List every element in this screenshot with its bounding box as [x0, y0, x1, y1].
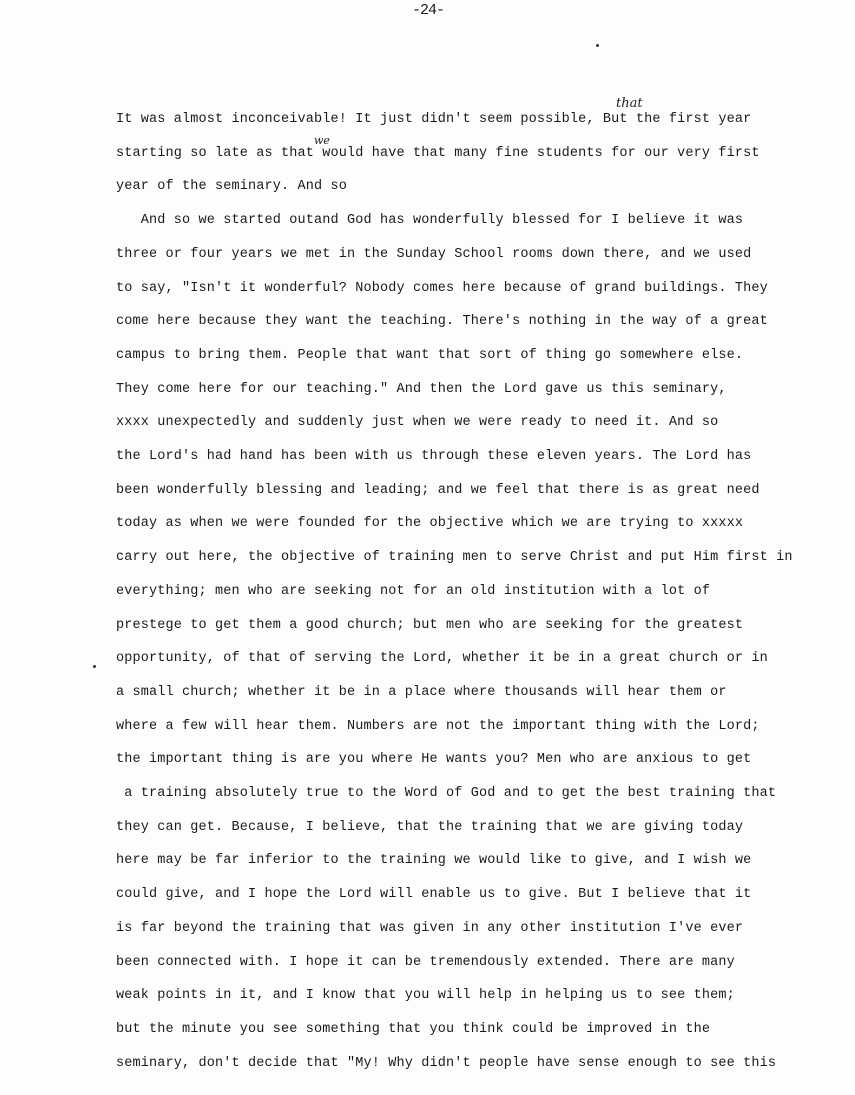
- text-line: come here because they want the teaching. There's nothing in the way of a great: [116, 314, 768, 329]
- text-line: xxxx unexpectedly and suddenly just when we were ready to need it. And so: [116, 415, 719, 430]
- text-line: everything; men who are seeking not for an old institution with a lot of: [116, 584, 711, 599]
- text-line: a training absolutely true to the Word of God and to get the best training that: [116, 786, 777, 801]
- text-line: campus to bring them. People that want that sort of thing go somewhere else.: [116, 348, 744, 363]
- text-line: seminary, don't decide that "My! Why didn't people have sense enough to see this: [116, 1056, 777, 1071]
- handwritten-annotation-that: that: [616, 96, 643, 111]
- text-line: starting so late as that would have that many fine students for our very first: [116, 146, 760, 161]
- text-line: carry out here, the objective of training men to serve Christ and put Him first in: [116, 550, 793, 565]
- text-line: here may be far inferior to the training we would like to give, and I wish we: [116, 853, 752, 868]
- text-line: And so we started outand God has wonderfully blessed for I believe it was: [116, 213, 744, 228]
- text-line: today as when we were founded for the objective which we are trying to xxxxx: [116, 516, 744, 531]
- text-line: weak points in it, and I know that you will help in helping us to see them;: [116, 988, 735, 1003]
- text-line: the important thing is are you where He wants you? Men who are anxious to get: [116, 752, 752, 767]
- text-line: but the minute you see something that you think could be improved in the: [116, 1022, 711, 1037]
- text-line: to say, "Isn't it wonderful? Nobody comes here because of grand buildings. They: [116, 281, 768, 296]
- text-line: a small church; whether it be in a place where thousands will hear them or: [116, 685, 727, 700]
- stray-mark: [93, 665, 96, 668]
- text-line: year of the seminary. And so: [116, 179, 348, 194]
- stray-mark: [596, 44, 599, 47]
- text-line: been wonderfully blessing and leading; and we feel that there is as great need: [116, 483, 760, 498]
- text-line: three or four years we met in the Sunday School rooms down there, and we used: [116, 247, 752, 262]
- text-line: the Lord's had hand has been with us through these eleven years. The Lord has: [116, 449, 752, 464]
- text-line: could give, and I hope the Lord will enable us to give. But I believe that it: [116, 887, 752, 902]
- text-line: opportunity, of that of serving the Lord, whether it be in a great church or in: [116, 651, 768, 666]
- text-line: where a few will hear them. Numbers are not the important thing with the Lord;: [116, 719, 760, 734]
- text-line: It was almost inconceivable! It just didn't seem possible, But the first year: [116, 112, 752, 127]
- text-line: been connected with. I hope it can be tremendously extended. There are many: [116, 955, 735, 970]
- text-line: They come here for our teaching." And then the Lord gave us this seminary,: [116, 382, 727, 397]
- handwritten-annotation-we: we: [314, 134, 330, 147]
- page-number: -24-: [412, 2, 445, 19]
- text-line: they can get. Because, I believe, that the training that we are giving today: [116, 820, 744, 835]
- text-line: is far beyond the training that was given in any other institution I've ever: [116, 921, 744, 936]
- text-line: prestege to get them a good church; but men who are seeking for the greatest: [116, 618, 744, 633]
